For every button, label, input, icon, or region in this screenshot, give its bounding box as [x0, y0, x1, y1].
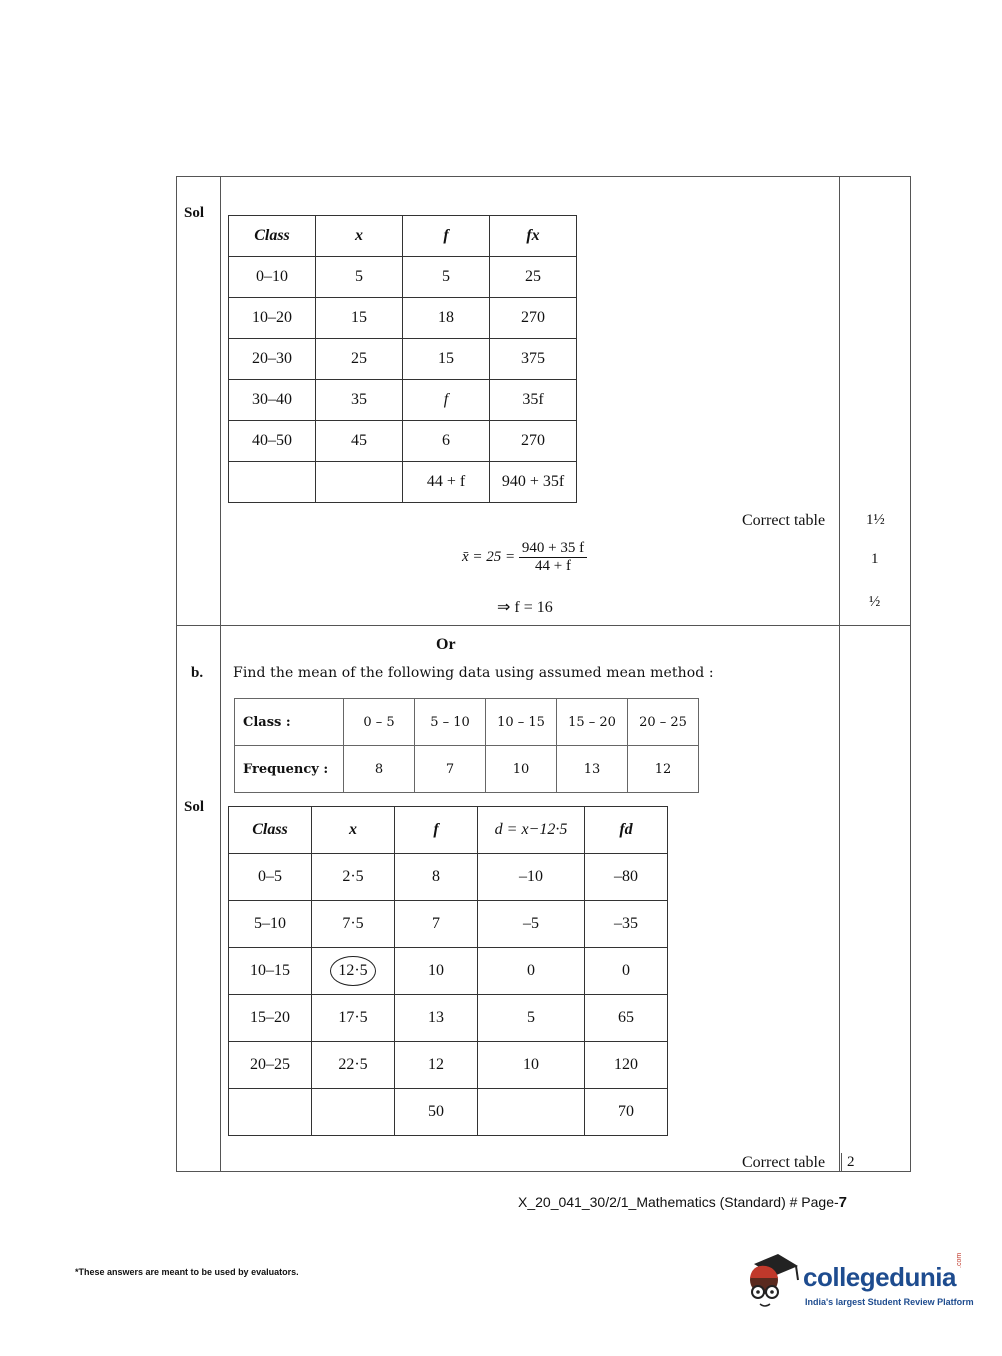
part-b-label: b.: [191, 665, 204, 681]
solution-table-1: [228, 215, 577, 503]
class-label-cell: Class :: [235, 699, 344, 746]
table-cell: 22·5: [312, 1042, 395, 1089]
table-cell: [229, 462, 316, 503]
header-fd: fd: [585, 807, 668, 854]
table-cell: f: [403, 380, 490, 421]
column-divider-left: [220, 176, 221, 1172]
table-cell: 5–10: [229, 901, 312, 948]
mean-fraction: [519, 540, 587, 575]
table-cell: 10–15: [229, 948, 312, 995]
mean-equation-lhs: x̄ = 25 =: [462, 549, 516, 565]
table-cell: 10: [478, 1042, 585, 1089]
table-cell: 375: [490, 339, 577, 380]
table-row: [229, 298, 577, 339]
header-f: f: [403, 216, 490, 257]
table-cell: 30–40: [229, 380, 316, 421]
table-cell: 8: [344, 746, 415, 793]
table-cell: 65: [585, 995, 668, 1042]
table-cell: 5 – 10: [415, 699, 486, 746]
evaluator-note: *These answers are meant to be used by evaluators.: [75, 1267, 299, 1277]
table-cell: 0–10: [229, 257, 316, 298]
table-cell: 25: [490, 257, 577, 298]
table-total-row: [229, 462, 577, 503]
table-row: [229, 948, 668, 995]
table-cell: 0–5: [229, 854, 312, 901]
table-cell: [316, 462, 403, 503]
page-number: 7: [838, 1194, 847, 1211]
solution-table-2: [228, 806, 668, 1136]
table-cell: 25: [316, 339, 403, 380]
table-cell: 15 – 20: [557, 699, 628, 746]
marks-label-correct-table-1: Correct table: [742, 512, 826, 529]
table-cell: 15: [403, 339, 490, 380]
header-x: x: [316, 216, 403, 257]
or-separator: Or: [436, 636, 456, 653]
column-divider-right: [839, 176, 840, 1172]
mark-value-1: 1½: [866, 512, 885, 528]
table-row: [229, 380, 577, 421]
table-cell: 17·5: [312, 995, 395, 1042]
mark-value-2: 1: [871, 551, 879, 567]
table-cell: 45: [316, 421, 403, 462]
table-cell: 12: [395, 1042, 478, 1089]
table-cell: 0: [478, 948, 585, 995]
assumed-mean-cell: [312, 948, 395, 995]
table-cell: [229, 1089, 312, 1136]
mark-value-4: 2: [847, 1154, 855, 1170]
collegedunia-mascot-icon: [740, 1250, 800, 1310]
table-cell: 12: [628, 746, 699, 793]
table-row: [229, 421, 577, 462]
question-data-table: [234, 698, 699, 793]
table-cell: 35f: [490, 380, 577, 421]
table-cell: –5: [478, 901, 585, 948]
assumed-mean-circle: 12·5: [330, 956, 375, 986]
page-code: X_20_041_30/2/1_Mathematics (Standard) # Page-: [518, 1194, 839, 1210]
sol-label-1: Sol: [184, 205, 205, 221]
table-cell: 15–20: [229, 995, 312, 1042]
table-cell: 35: [316, 380, 403, 421]
table-cell: 10–20: [229, 298, 316, 339]
table-row: [229, 339, 577, 380]
table-header-row: [229, 216, 577, 257]
header-x: x: [312, 807, 395, 854]
table-cell: 270: [490, 421, 577, 462]
table-cell: 50: [395, 1089, 478, 1136]
table-row: [229, 1042, 668, 1089]
table-cell: 7: [395, 901, 478, 948]
table-header-row: [229, 807, 668, 854]
header-d: d = x−12·5: [478, 807, 585, 854]
table-row: [235, 699, 699, 746]
table-cell: 5: [403, 257, 490, 298]
table-cell: 20 – 25: [628, 699, 699, 746]
table-cell: 15: [316, 298, 403, 339]
table-cell: 13: [557, 746, 628, 793]
table-cell: 5: [478, 995, 585, 1042]
logo-tagline: India's largest Student Review Platform: [805, 1297, 974, 1307]
header-class: Class: [229, 216, 316, 257]
result-equation: ⇒ f = 16: [497, 599, 553, 616]
table-cell: 6: [403, 421, 490, 462]
table-cell: 20–30: [229, 339, 316, 380]
table-cell: 2·5: [312, 854, 395, 901]
table-cell: 7·5: [312, 901, 395, 948]
table-row: [229, 854, 668, 901]
table-cell: 940 + 35f: [490, 462, 577, 503]
table-total-row: [229, 1089, 668, 1136]
table-row: [229, 257, 577, 298]
table-row: [235, 746, 699, 793]
table-cell: 0 – 5: [344, 699, 415, 746]
fraction-numerator: 940 + 35 f: [519, 540, 587, 558]
header-f: f: [395, 807, 478, 854]
header-class: Class: [229, 807, 312, 854]
table-cell: –10: [478, 854, 585, 901]
table-cell: 10: [395, 948, 478, 995]
logo-suffix: .com: [956, 1252, 963, 1268]
mark-value-3: ½: [869, 594, 881, 610]
frequency-label-cell: Frequency :: [235, 746, 344, 793]
marks-divider: [841, 1153, 842, 1172]
table-row: [229, 995, 668, 1042]
table-cell: 120: [585, 1042, 668, 1089]
section-divider: [176, 625, 911, 626]
table-cell: 20–25: [229, 1042, 312, 1089]
fraction-denominator: 44 + f: [535, 558, 571, 574]
question-b-text: Find the mean of the following data using assumed mean method :: [233, 665, 714, 681]
table-cell: 270: [490, 298, 577, 339]
mean-equation: [462, 540, 587, 575]
page-footer: [518, 1194, 847, 1211]
table-cell: [312, 1089, 395, 1136]
collegedunia-logo-text: collegedunia: [803, 1262, 956, 1292]
table-cell: 10: [486, 746, 557, 793]
table-cell: 44 + f: [403, 462, 490, 503]
marks-label-correct-table-2: Correct table: [742, 1154, 826, 1171]
table-cell: [478, 1089, 585, 1136]
header-fx: fx: [490, 216, 577, 257]
table-cell: 70: [585, 1089, 668, 1136]
table-cell: –35: [585, 901, 668, 948]
table-row: [229, 901, 668, 948]
table-cell: 13: [395, 995, 478, 1042]
table-cell: –80: [585, 854, 668, 901]
table-cell: 18: [403, 298, 490, 339]
table-cell: 0: [585, 948, 668, 995]
sol-label-2: Sol: [184, 799, 205, 815]
table-cell: 8: [395, 854, 478, 901]
table-cell: 40–50: [229, 421, 316, 462]
table-cell: 10 – 15: [486, 699, 557, 746]
table-cell: 7: [415, 746, 486, 793]
table-cell: 5: [316, 257, 403, 298]
